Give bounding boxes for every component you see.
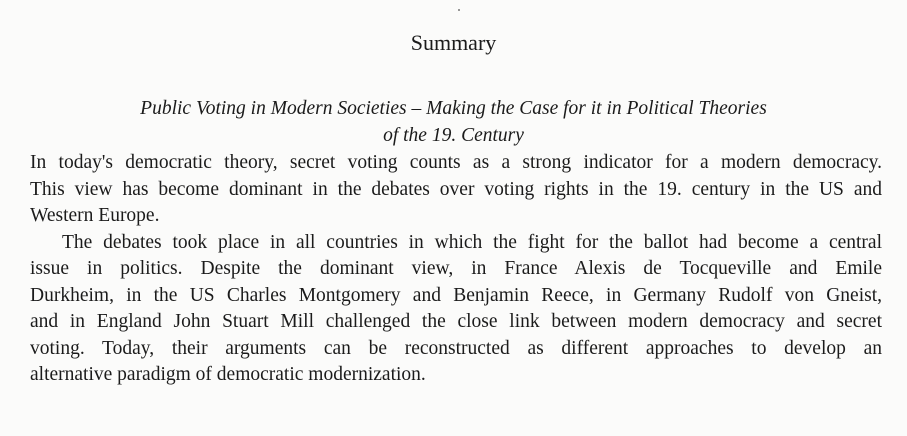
paragraph-1 <box>30 150 882 230</box>
text-line: Durkheim, in the US Charles Montgomery and Benjamin Reece, in Germany Rudolf von Gneist, <box>30 284 882 306</box>
text-line: alternative paradigm of democratic modernization. <box>30 364 426 385</box>
text-line: and in England John Stuart Mill challenged the close link between modern democracy and secret <box>30 311 882 332</box>
text-line: voting. Today, their arguments can be reconstructed as different approaches to develop an <box>30 337 882 359</box>
text-line: This view has become dominant in the debates over voting rights in the 19. century in the US and <box>30 178 882 200</box>
summary-body <box>30 150 882 389</box>
paragraph-2 <box>30 230 882 389</box>
document-subtitle <box>20 95 887 149</box>
subtitle-line: of the 19. Century <box>383 125 524 146</box>
page-title: Summary <box>410 30 497 55</box>
subtitle-line: Public Voting in Modern Societies – Making the Case for it in Political Theories <box>140 98 767 119</box>
text-line: Western Europe. <box>30 205 160 226</box>
text-line: In today's democratic theory, secret voting counts as a strong indicator for a modern democracy. <box>30 152 882 173</box>
text-line: issue in politics. Despite the dominant view, in France Alexis de Tocqueville and Emile <box>30 258 882 279</box>
scan-speck <box>458 9 460 11</box>
text-line: The debates took place in all countries in which the fight for the ballot had become a central <box>62 231 882 253</box>
